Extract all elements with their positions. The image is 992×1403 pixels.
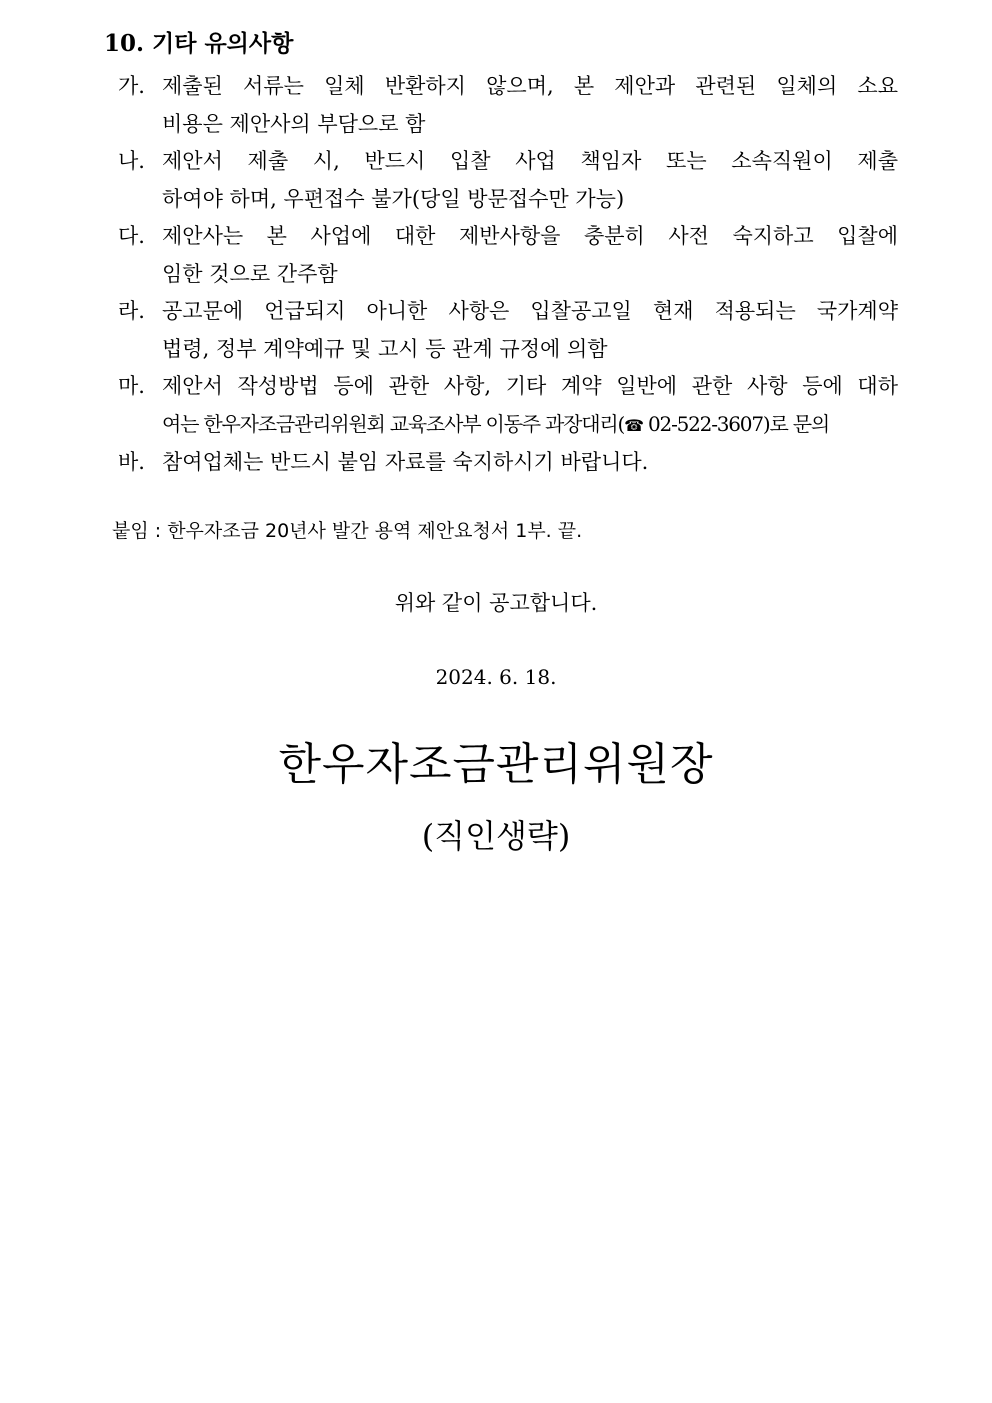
list-item-na	[118, 143, 898, 218]
list-item-line: 법령, 정부 계약예규 및 고시 등 관계 규정에 의함	[162, 336, 608, 361]
list-item-ma	[118, 368, 898, 444]
list-item-line: 참여업체는 반드시 붙임 자료를 숙지하시기 바랍니다.	[162, 450, 649, 474]
notice-list	[118, 68, 898, 482]
announcement-text: 위와 같이 공고합니다.	[394, 591, 598, 615]
list-item-line: 제안서 작성방법 등에 관한 사항, 기타 계약 일반에 관한 사항 등에 대하	[162, 374, 898, 398]
list-marker: 가.	[118, 74, 145, 98]
contact-text: 여는 한우자조금관리위원회 교육조사부 이동주 과장대리(	[162, 411, 625, 436]
section-title: 10. 기타 유의사항	[104, 30, 294, 57]
attachment-note: 붙임 : 한우자조금 20년사 발간 용역 제안요청서 1부. 끝.	[112, 520, 583, 542]
contact-line	[162, 406, 898, 445]
phone-icon: ☎	[624, 415, 643, 435]
list-marker: 바.	[118, 450, 145, 474]
list-marker: 마.	[118, 374, 145, 398]
list-item-da	[118, 218, 898, 293]
list-item-line: 제안서 제출 시, 반드시 입찰 사업 책임자 또는 소속직원이 제출	[162, 149, 898, 173]
list-item-ba	[118, 444, 898, 482]
list-item-line: 제출된 서류는 일체 반환하지 않으며, 본 제안과 관련된 일체의 소요	[162, 74, 898, 98]
list-item-line: 하여야 하며, 우편접수 불가(당일 방문접수만 가능)	[162, 186, 625, 211]
list-item-ga	[118, 68, 898, 143]
list-item-line: 비용은 제안사의 부담으로 함	[162, 111, 426, 136]
list-marker: 나.	[118, 149, 145, 173]
list-item-line: 임한 것으로 간주함	[162, 261, 338, 286]
list-marker: 라.	[118, 299, 145, 323]
list-item-line: 제안사는 본 사업에 대한 제반사항을 충분히 사전 숙지하고 입찰에	[162, 224, 898, 248]
list-item-line: 공고문에 언급되지 아니한 사항은 입찰공고일 현재 적용되는 국가계약	[162, 299, 898, 323]
contact-text-end: )로 문의	[762, 411, 829, 436]
list-marker: 다.	[118, 224, 145, 248]
phone-number: 02-522-3607	[642, 411, 763, 436]
issuer-title: 한우자조금관리위원장	[278, 739, 714, 790]
seal-omitted-note: (직인생략)	[421, 817, 571, 855]
list-item-ra	[118, 293, 898, 368]
document-date: 2024. 6. 18.	[435, 665, 557, 689]
